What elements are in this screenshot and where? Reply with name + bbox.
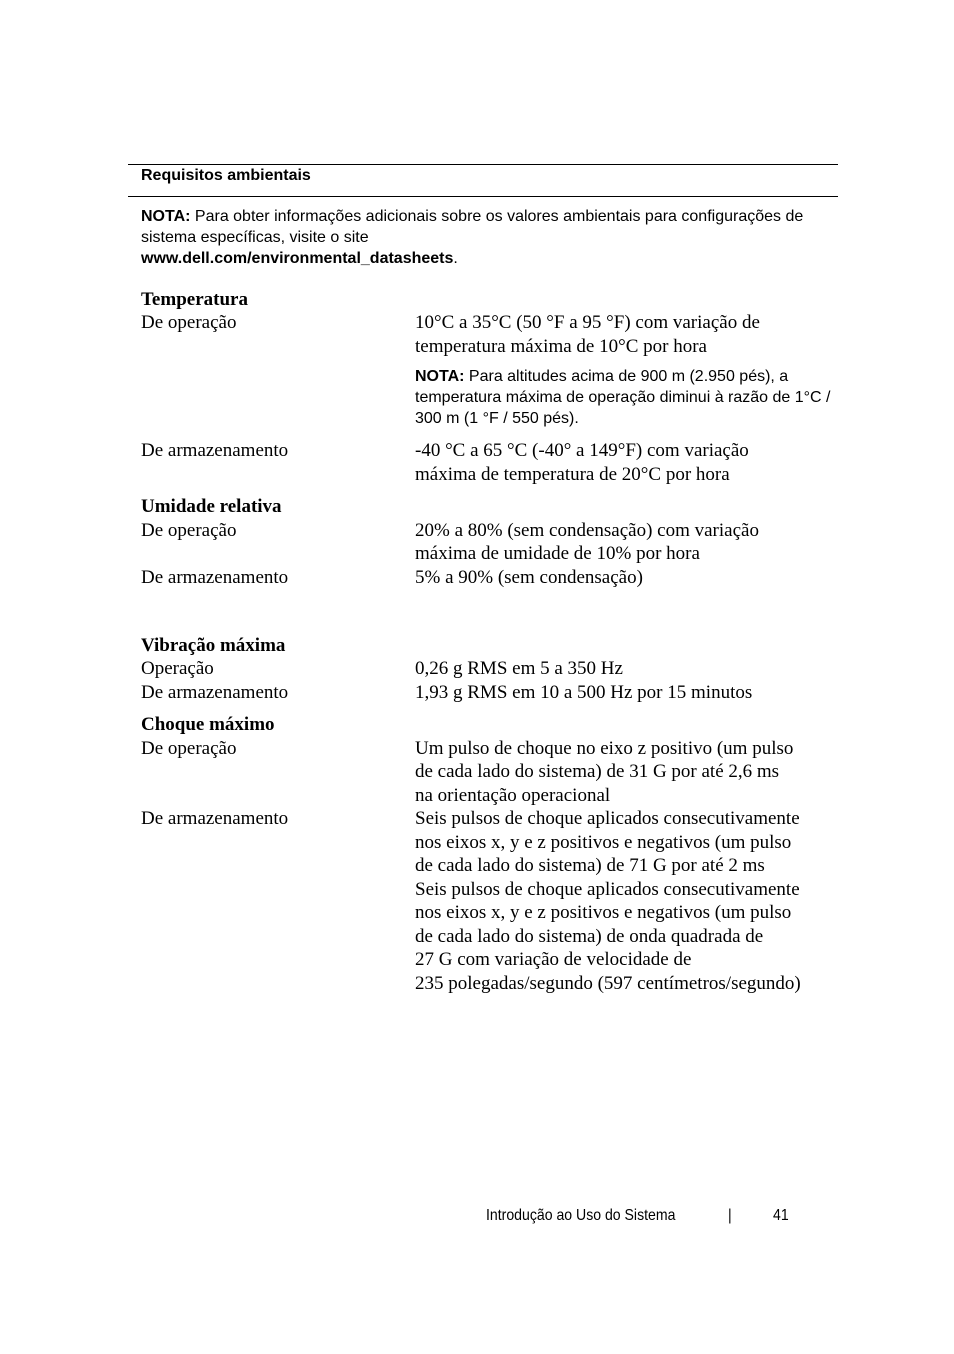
altitude-note-text: Para altitudes acima de 900 m (2.950 pés), a temperatura máxima de operação diminui à razão de 1°C / 300 m (1 °F / 550 pés).	[415, 368, 831, 427]
footer-title: Introdução ao Uso do Sistema	[486, 1207, 676, 1224]
datasheets-link[interactable]: www.dell.com/environmental_datasheets	[141, 250, 454, 267]
vibration-heading: Vibração máxima	[141, 635, 286, 656]
vibration-storage-value: 1,93 g RMS em 10 a 500 Hz por 15 minutos	[415, 681, 753, 703]
humidity-operating-value-line-1: 20% a 80% (sem condensação) com variação	[415, 519, 759, 541]
note-end: .	[453, 250, 458, 267]
humidity-operating-value-line-2: máxima de umidade de 10% por hora	[415, 543, 700, 564]
page-number: 41	[773, 1207, 789, 1224]
humidity-operating-label: De operação	[141, 519, 237, 541]
temperature-storage-value-line-1: -40 °C a 65 °C (-40° a 149°F) com variação	[415, 440, 749, 461]
shock-storage-value-line: 27 G com variação de velocidade de	[415, 949, 692, 970]
note-label: NOTA:	[141, 208, 191, 225]
shock-storage-value-line: nos eixos x, y e z positivos e negativos (um pulso	[415, 902, 792, 923]
shock-storage-value-line: Seis pulsos de choque aplicados consecutivamente	[415, 878, 800, 900]
temperature-storage-label: De armazenamento	[141, 440, 289, 461]
temperature-operating-value-line-1: 10°C a 35°C (50 °F a 95 °F) com variação de	[415, 312, 760, 333]
altitude-note-label: NOTA:	[415, 368, 465, 385]
shock-storage-value-line: 235 polegadas/segundo (597 centímetros/segundo)	[415, 972, 801, 994]
temperature-operating-label: De operação	[141, 312, 237, 333]
section-bottom-rule	[128, 196, 838, 197]
vibration-operating-value: 0,26 g RMS em 5 a 350 Hz	[415, 658, 623, 679]
shock-operating-value-line: de cada lado do sistema) de 31 G por até 2,6 ms	[415, 761, 780, 782]
shock-storage-value-line: nos eixos x, y e z positivos e negativos (um pulso	[415, 831, 792, 853]
altitude-note	[415, 366, 835, 429]
shock-operating-value-line: Um pulso de choque no eixo z positivo (um pulso	[415, 737, 794, 759]
vibration-operating-label: Operação	[141, 658, 214, 679]
temperature-storage-value-line-2: máxima de temperatura de 20°C por hora	[415, 463, 730, 485]
vibration-storage-label: De armazenamento	[141, 681, 289, 703]
humidity-heading: Umidade relativa	[141, 496, 282, 517]
section-top-rule	[128, 164, 838, 165]
shock-operating-value-line: na orientação operacional	[415, 784, 611, 806]
temperature-operating-value-line-2: temperatura máxima de 10°C por hora	[415, 335, 707, 357]
humidity-storage-label: De armazenamento	[141, 567, 289, 588]
shock-operating-label: De operação	[141, 737, 237, 759]
humidity-storage-value: 5% a 90% (sem condensação)	[415, 567, 643, 588]
shock-heading: Choque máximo	[141, 714, 275, 735]
shock-storage-label: De armazenamento	[141, 808, 289, 829]
note-text: Para obter informações adicionais sobre os valores ambientais para configurações de sistema específicas, visite o site	[141, 208, 804, 246]
shock-storage-value-line: de cada lado do sistema) de onda quadrada de	[415, 925, 764, 947]
temperature-heading: Temperatura	[141, 289, 248, 310]
shock-storage-value-line: Seis pulsos de choque aplicados consecutivamente	[415, 808, 800, 829]
footer-separator: |	[728, 1207, 732, 1224]
info-note	[141, 206, 821, 269]
shock-storage-value-line: de cada lado do sistema) de 71 G por até 2 ms	[415, 855, 765, 876]
section-title: Requisitos ambientais	[141, 167, 311, 184]
